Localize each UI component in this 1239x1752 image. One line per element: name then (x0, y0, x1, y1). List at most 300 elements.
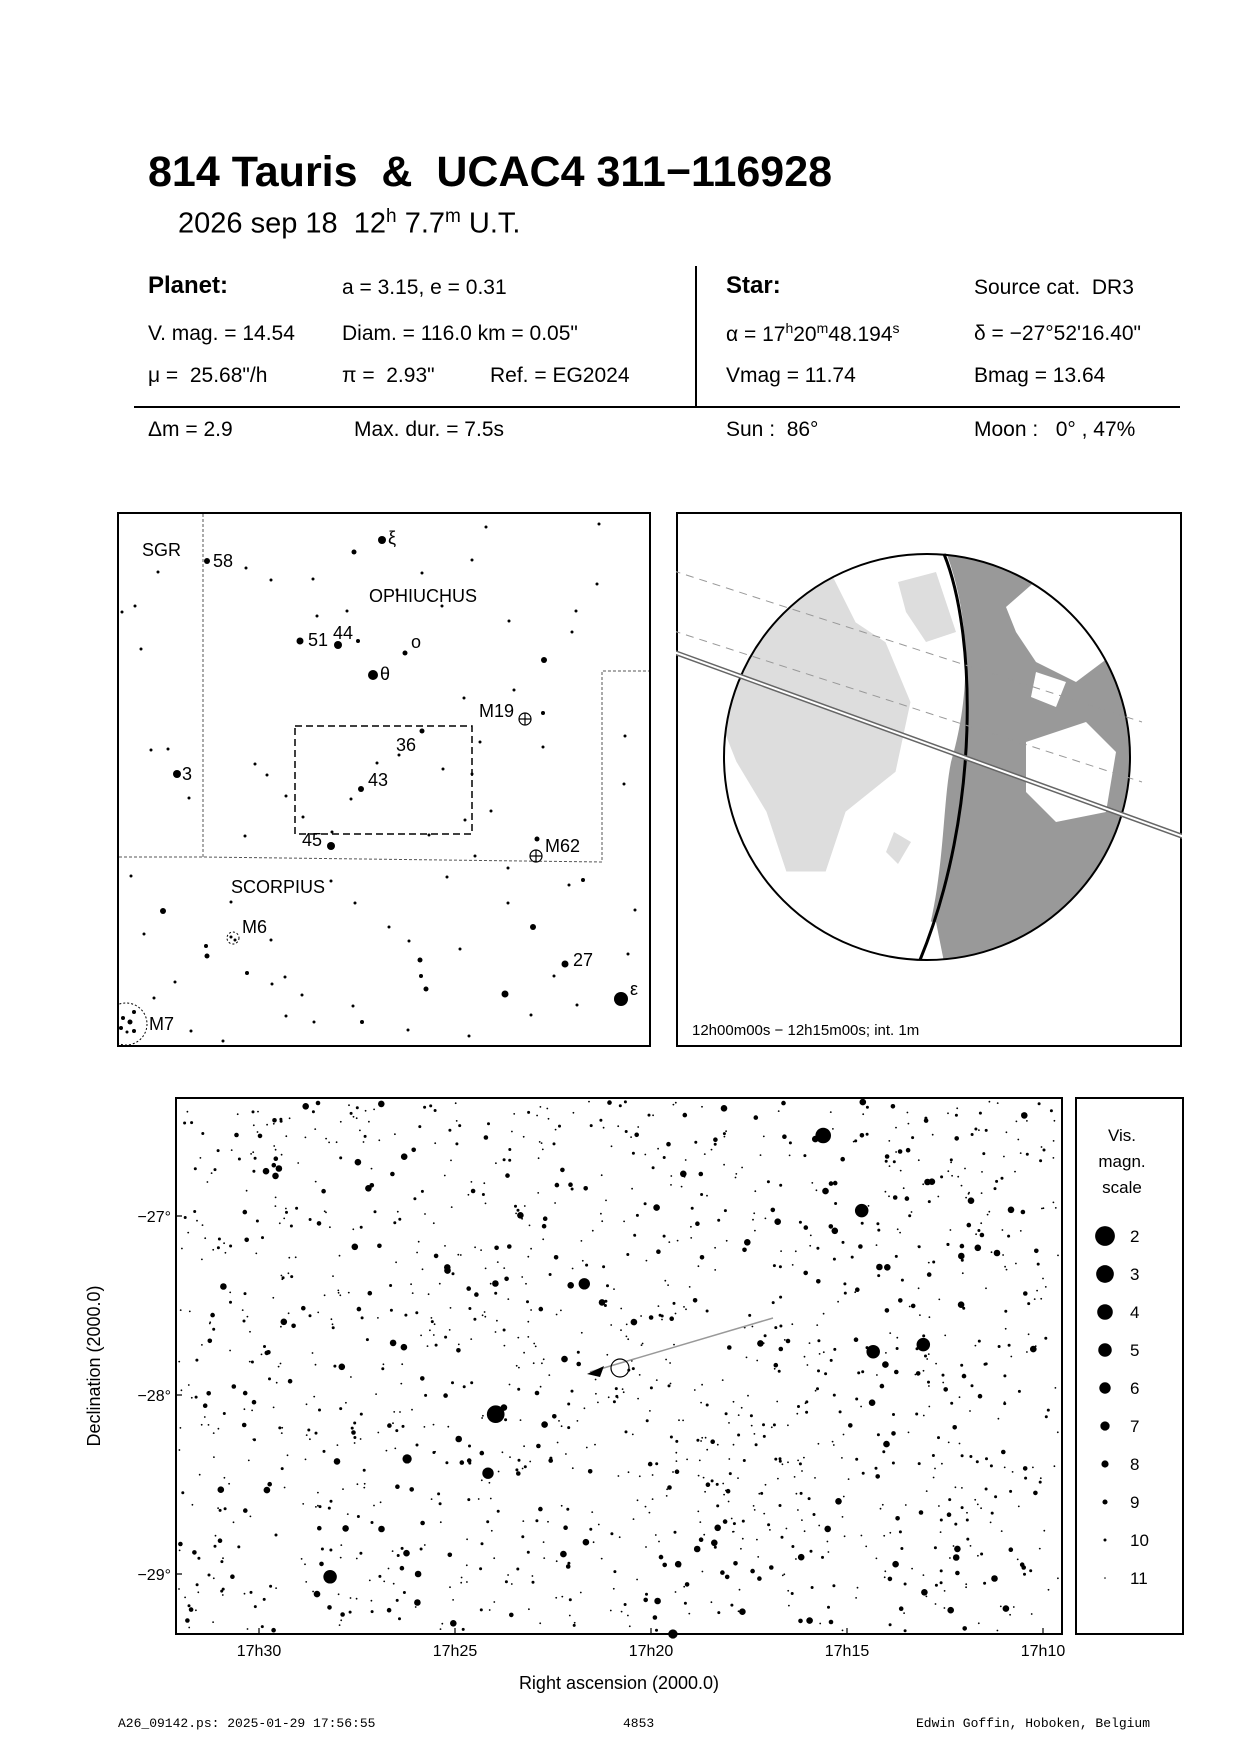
field-star (624, 1100, 627, 1103)
field-star (750, 1414, 753, 1417)
field-star (619, 1536, 621, 1538)
field-star (249, 1361, 251, 1363)
field-star (947, 1607, 954, 1614)
field-star (340, 1121, 342, 1123)
field-star (377, 1317, 379, 1319)
field-star (661, 1319, 663, 1321)
field-star (377, 1244, 382, 1249)
field-star (533, 1343, 535, 1345)
field-star (735, 1177, 737, 1179)
field-star (935, 1363, 937, 1365)
field-star (424, 1426, 426, 1428)
field-star (439, 1502, 442, 1505)
field-star (328, 1142, 330, 1144)
field-star (626, 1253, 629, 1256)
field-star (1047, 1409, 1050, 1412)
field-star (741, 1167, 743, 1169)
field-star (798, 1554, 805, 1561)
field-star (980, 1507, 982, 1509)
field-star (330, 1500, 333, 1503)
max-duration: Max. dur. = 7.5s (354, 418, 504, 441)
field-star (896, 1337, 898, 1339)
field-star (356, 1558, 358, 1560)
field-star (724, 1209, 727, 1212)
field-star (325, 1138, 327, 1140)
field-star (257, 1111, 259, 1113)
field-star (354, 1442, 356, 1444)
field-star (392, 1422, 394, 1424)
field-star (208, 1339, 213, 1344)
field-star (706, 1404, 709, 1407)
field-star (481, 1417, 483, 1419)
field-star (948, 1498, 951, 1501)
legend-mag-dot (1101, 1460, 1108, 1467)
field-star (892, 1413, 895, 1416)
field-star (316, 1101, 321, 1106)
field-star (783, 1573, 785, 1575)
bright-star (402, 1454, 411, 1463)
field-star (317, 1312, 319, 1314)
field-star (816, 1387, 819, 1390)
field-star (1018, 1506, 1020, 1508)
field-star (1004, 1310, 1007, 1313)
field-star (471, 1189, 476, 1194)
field-star (229, 1350, 231, 1352)
field-star (1003, 1402, 1006, 1405)
field-star (1009, 1490, 1012, 1493)
field-star (991, 1575, 998, 1582)
field-star (581, 1240, 583, 1242)
field-star (1031, 1613, 1033, 1615)
field-star (809, 1245, 811, 1247)
field-star (433, 1424, 435, 1426)
field-star (411, 1148, 416, 1153)
field-star (631, 1188, 633, 1190)
field-star (646, 1260, 648, 1262)
field-star (444, 1175, 446, 1177)
field-star (1004, 1266, 1006, 1268)
field-star (178, 1361, 180, 1363)
field-star (955, 1486, 957, 1488)
field-star (950, 1402, 953, 1405)
field-star (290, 1225, 293, 1228)
field-star (429, 1104, 432, 1107)
field-star (965, 1197, 967, 1199)
field-star (876, 1558, 878, 1560)
field-star (254, 1157, 257, 1160)
bright-star (482, 1468, 493, 1479)
field-star (555, 1597, 557, 1599)
field-star (675, 1452, 677, 1454)
x-tick-label: 17h30 (236, 1643, 282, 1660)
field-star (256, 1220, 259, 1223)
field-star (954, 1546, 961, 1553)
field-star (968, 1197, 975, 1204)
field-star (940, 1569, 943, 1572)
field-star (799, 1462, 802, 1465)
field-star (954, 1136, 959, 1141)
field-star (1026, 1153, 1029, 1156)
field-star (229, 1245, 232, 1248)
field-star (940, 1175, 943, 1178)
field-star (281, 1467, 284, 1470)
field-star (420, 1335, 422, 1337)
field-star (187, 1111, 189, 1113)
field-star (860, 1133, 865, 1138)
finder-chart (117, 512, 651, 1047)
field-star (432, 1451, 435, 1454)
field-star (301, 1558, 303, 1560)
field-star (193, 1210, 196, 1213)
star-label-omicron: o (411, 632, 422, 652)
field-star (395, 1429, 398, 1432)
field-star (731, 1518, 733, 1520)
legend-mag-label: 3 (1130, 1265, 1140, 1284)
field-star (801, 1519, 803, 1521)
field-star (605, 1200, 607, 1202)
field-star (842, 1241, 845, 1244)
field-star (843, 1496, 845, 1498)
field-star (832, 1441, 834, 1443)
field-star (975, 1233, 977, 1235)
field-star (952, 1425, 957, 1430)
globe-caption: 12h00m00s − 12h15m00s; int. 1m (692, 1022, 920, 1039)
field-star (842, 1516, 844, 1518)
field-star (985, 1488, 988, 1491)
field-star (565, 1453, 567, 1455)
field-star (994, 1187, 997, 1190)
field-star (361, 1316, 364, 1319)
field-star (742, 1520, 745, 1523)
field-star (646, 1419, 649, 1422)
field-star (1021, 1210, 1026, 1215)
field-star (781, 1101, 786, 1106)
field-star (1041, 1146, 1043, 1148)
field-star (399, 1411, 401, 1413)
footer-number: 4853 (623, 1716, 655, 1731)
field-star (548, 1118, 550, 1120)
field-star (253, 1438, 256, 1441)
field-star (567, 1282, 574, 1289)
field-star (894, 1370, 899, 1375)
field-star (1034, 1249, 1039, 1254)
field-star (355, 1159, 362, 1166)
field-star (460, 1582, 462, 1584)
field-star (665, 1359, 667, 1361)
field-star (195, 1359, 198, 1362)
field-star (449, 1329, 451, 1331)
field-star (962, 1272, 964, 1274)
field-star (338, 1292, 340, 1294)
field-star (503, 1158, 506, 1161)
field-star (899, 1530, 902, 1533)
constellation-label-ophiuchus: OPHIUCHUS (369, 586, 478, 606)
field-star (540, 1106, 542, 1108)
field-star (604, 1300, 607, 1303)
field-star (214, 1545, 217, 1548)
field-star (1024, 1477, 1027, 1480)
field-star (276, 1165, 283, 1172)
alpha-minutes: 20 (793, 323, 817, 346)
field-star (416, 1444, 419, 1447)
field-star (334, 1458, 341, 1465)
field-star (705, 1437, 707, 1439)
field-star (666, 1488, 668, 1490)
field-star (339, 1364, 346, 1371)
field-star (297, 1162, 299, 1164)
field-star (637, 1398, 639, 1400)
field-star (395, 1484, 400, 1489)
field-star (339, 1407, 342, 1410)
field-star (253, 1124, 255, 1126)
field-star (727, 1345, 732, 1350)
field-star (854, 1139, 857, 1142)
field-star (511, 1583, 513, 1585)
field-star (1057, 1577, 1059, 1579)
field-star (1026, 1351, 1028, 1353)
field-star (520, 1419, 522, 1421)
field-star (991, 1512, 994, 1515)
field-star (190, 1121, 193, 1124)
field-star (728, 1458, 730, 1460)
field-star (371, 1610, 374, 1613)
bright-star (487, 1405, 505, 1423)
field-star (923, 1574, 925, 1576)
field-star (792, 1264, 794, 1266)
field-star (961, 1454, 964, 1457)
field-star (911, 1304, 916, 1309)
planet-diameter: Diam. = 116.0 km = 0.05" (342, 322, 578, 345)
field-star (332, 1323, 334, 1325)
field-star (440, 1628, 442, 1630)
field-star (600, 1303, 602, 1305)
field-star (926, 1596, 928, 1598)
field-star (445, 1461, 448, 1464)
field-star (244, 1292, 247, 1295)
legend-mag-label: 4 (1130, 1303, 1140, 1322)
field-star (966, 1519, 969, 1522)
field-star (654, 1598, 661, 1605)
field-star (577, 1420, 579, 1422)
field-star (947, 1112, 949, 1114)
legend-mag-label: 11 (1130, 1569, 1148, 1588)
field-star (716, 1483, 719, 1486)
field-star (257, 1131, 259, 1133)
alpha-prefix: α = 17 (726, 323, 786, 346)
field-star (589, 1528, 592, 1531)
field-star (1053, 1140, 1055, 1142)
field-star (1008, 1207, 1015, 1214)
field-star (758, 1493, 760, 1495)
field-star (461, 1577, 463, 1579)
field-star (290, 1275, 293, 1278)
field-star (393, 1411, 395, 1413)
field-star (739, 1589, 741, 1591)
field-star (854, 1291, 856, 1293)
field-star (950, 1162, 952, 1164)
field-star (985, 1362, 988, 1365)
field-star (725, 1130, 727, 1132)
field-star (978, 1394, 983, 1399)
field-star (398, 1617, 401, 1620)
field-star (649, 1512, 651, 1514)
time-suffix: U.T. (468, 207, 521, 240)
field-star (755, 1443, 758, 1446)
field-star (769, 1565, 774, 1570)
field-star (1055, 1207, 1057, 1209)
field-star (368, 1291, 373, 1296)
field-star (888, 1195, 890, 1197)
field-star (1035, 1345, 1037, 1347)
field-star (527, 1321, 529, 1323)
field-star (1003, 1156, 1005, 1158)
x-tick-label: 17h25 (432, 1643, 478, 1660)
planet-heading: Planet: (148, 272, 229, 299)
field-star (787, 1461, 789, 1463)
field-star (317, 1492, 319, 1494)
field-star (234, 1133, 239, 1138)
field-star (194, 1167, 197, 1170)
field-star (272, 1297, 274, 1299)
planet-mu: μ = 25.68"/h (148, 364, 268, 387)
field-star (824, 1372, 827, 1375)
field-star (203, 1403, 208, 1408)
field-star (602, 1265, 605, 1268)
field-star (915, 1413, 918, 1416)
field-star (923, 1415, 925, 1417)
field-star (677, 1240, 679, 1242)
field-star (269, 1585, 272, 1588)
field-star (742, 1538, 744, 1540)
field-star (378, 1139, 380, 1141)
field-star (1041, 1208, 1043, 1210)
field-star (613, 1400, 616, 1403)
field-star (365, 1185, 372, 1192)
field-star (942, 1382, 944, 1384)
field-star (803, 1154, 806, 1157)
field-star (827, 1606, 830, 1609)
field-star (1043, 1530, 1045, 1532)
field-star (455, 1142, 458, 1145)
y-tick-label: −29° (137, 1567, 171, 1584)
field-star (640, 1315, 642, 1317)
field-star (774, 1218, 781, 1225)
field-star (795, 1558, 797, 1560)
field-star (895, 1127, 897, 1129)
field-star (698, 1265, 700, 1267)
field-star (1040, 1477, 1042, 1479)
field-star (610, 1324, 612, 1326)
field-star (1029, 1569, 1032, 1572)
field-star (318, 1409, 321, 1412)
field-star (795, 1250, 797, 1252)
field-star (752, 1326, 754, 1328)
field-star (313, 1396, 315, 1398)
field-star (994, 1250, 1001, 1257)
field-star (966, 1538, 969, 1541)
field-star (332, 1326, 335, 1329)
field-star (463, 1385, 466, 1388)
field-star (495, 1162, 497, 1164)
field-star (857, 1371, 860, 1374)
field-star (1038, 1102, 1041, 1105)
field-star (566, 1564, 571, 1569)
star-label-51: 51 (308, 630, 329, 650)
x-tick-label: 17h10 (1020, 1643, 1066, 1660)
field-star (987, 1214, 989, 1216)
field-star (604, 1304, 607, 1307)
field-star (401, 1153, 408, 1160)
field-star (818, 1443, 820, 1445)
field-star (509, 1456, 511, 1458)
field-star (401, 1344, 408, 1351)
field-star (788, 1605, 790, 1607)
field-star (798, 1619, 803, 1624)
field-star (1001, 1177, 1004, 1180)
field-star (572, 1268, 574, 1270)
field-star (1023, 1466, 1028, 1471)
field-star (911, 1568, 913, 1570)
field-star (779, 1325, 782, 1328)
field-star (504, 1345, 506, 1347)
field-star (997, 1630, 999, 1632)
field-star (246, 1190, 248, 1192)
field-star (280, 1326, 282, 1328)
field-star (228, 1483, 230, 1485)
field-star (179, 1449, 181, 1451)
delta-magnitude: Δm = 2.9 (148, 418, 233, 441)
field-star (229, 1301, 232, 1304)
field-star (547, 1521, 549, 1523)
field-star (535, 1391, 540, 1396)
field-star (378, 1101, 385, 1108)
field-star (192, 1504, 194, 1506)
field-star (816, 1279, 821, 1284)
field-star (555, 1129, 557, 1131)
field-star (214, 1168, 217, 1171)
field-star (710, 1439, 715, 1444)
field-star (632, 1367, 635, 1370)
field-star (670, 1175, 672, 1177)
field-star (623, 1391, 625, 1393)
field-star (1057, 1255, 1059, 1257)
field-star (223, 1242, 225, 1244)
field-star (452, 1272, 455, 1275)
field-star (957, 1176, 959, 1178)
field-star (818, 1525, 820, 1527)
field-star (192, 1550, 197, 1555)
y-axis-label: Declination (2000.0) (84, 1285, 104, 1447)
field-star (875, 1467, 878, 1470)
field-star (733, 1444, 735, 1446)
field-star (953, 1554, 960, 1561)
field-star (998, 1418, 1000, 1420)
field-star (357, 1483, 359, 1485)
field-star (905, 1196, 910, 1201)
field-star (272, 1163, 277, 1168)
field-star (607, 1100, 612, 1105)
star-label-45: 45 (302, 830, 323, 850)
field-star (509, 1613, 514, 1618)
field-star (675, 1469, 680, 1474)
field-star (478, 1498, 480, 1500)
field-star (378, 1575, 381, 1578)
field-star (275, 1534, 278, 1537)
field-star (714, 1143, 717, 1146)
field-star (714, 1546, 717, 1549)
field-star (703, 1534, 705, 1536)
field-star (321, 1189, 326, 1194)
